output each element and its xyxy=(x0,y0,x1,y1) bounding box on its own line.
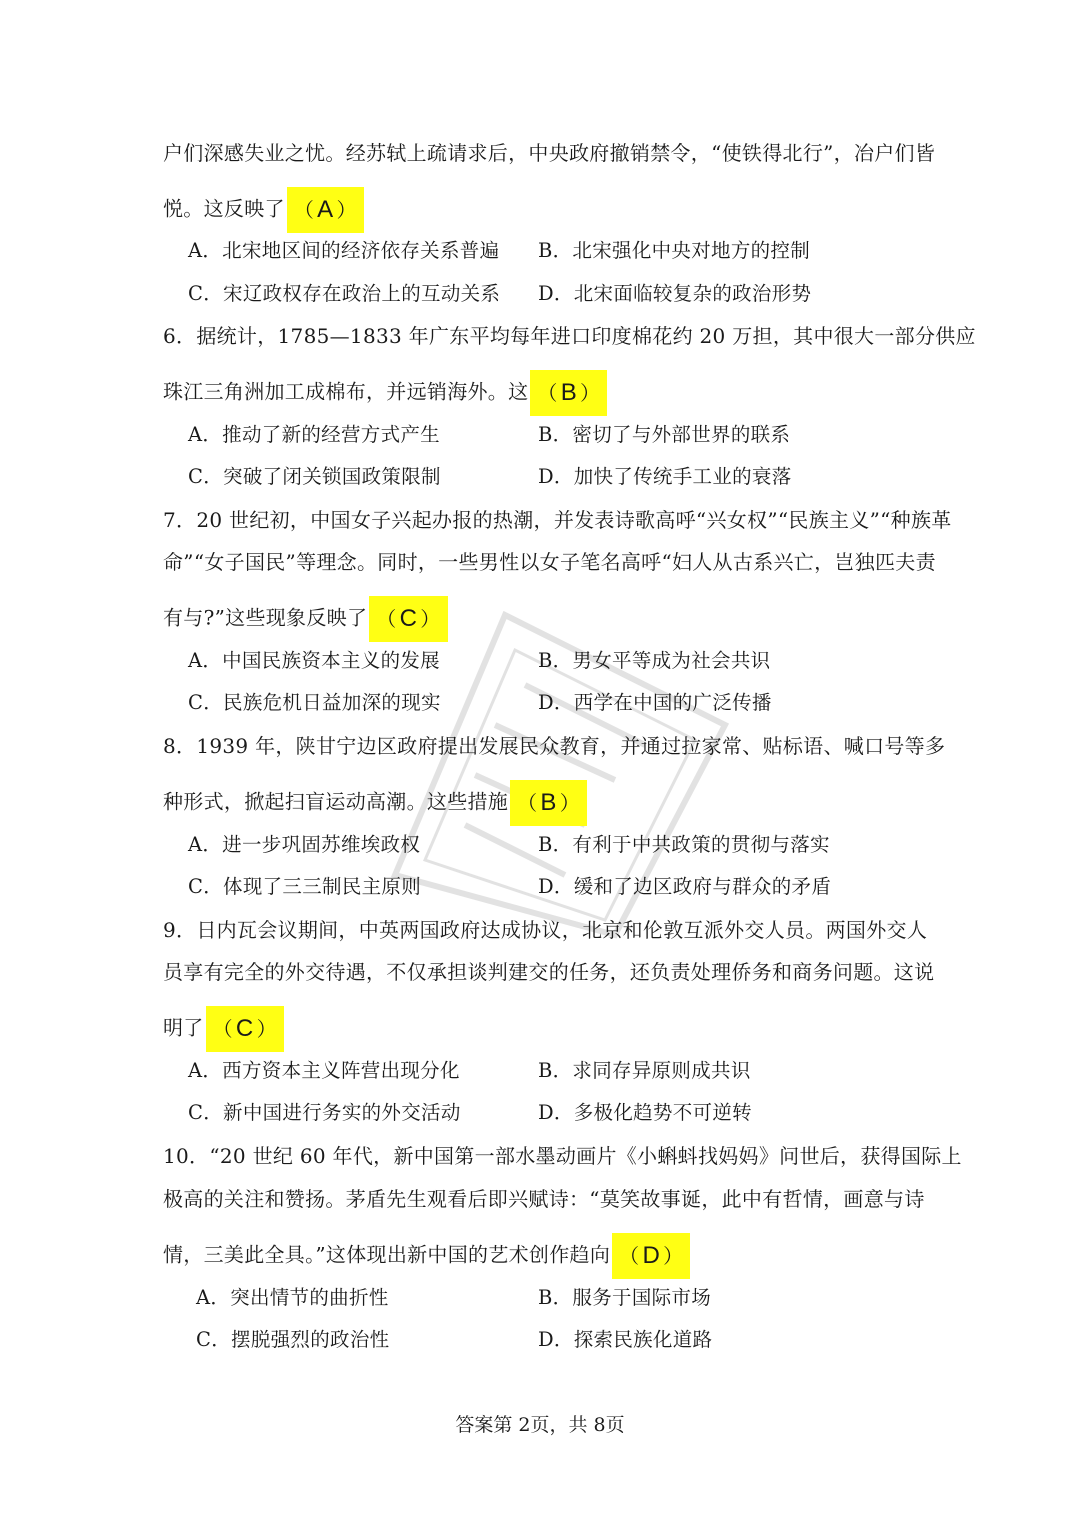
option-b: B．密切了与外部世界的联系 xyxy=(538,423,791,446)
answer-highlight: （ C ） xyxy=(369,596,447,642)
question-6-text: 6．据统计，1785—1833 年广东平均每年进口印度棉花约 20 万担，其中很大一部分供应 xyxy=(163,324,976,348)
option-a: A．推动了新的经营方式产生 xyxy=(188,423,440,446)
page-footer: 答案第 2页，共 8页 xyxy=(455,1414,625,1436)
question-text-line: 明了 （ C ） xyxy=(163,1006,923,1052)
option-d: D．北宋面临较复杂的政治形势 xyxy=(538,282,812,305)
question-9-text: 9．日内瓦会议期间，中英两国政府达成协议，北京和伦敦互派外交人员。两国外交人 xyxy=(163,918,928,942)
option-b: B．服务于国际市场 xyxy=(538,1286,712,1309)
question-text-line: 有与?”这些现象反映了 （ C ） xyxy=(163,596,923,642)
question-7-text: 7．20 世纪初，中国女子兴起办报的热潮，并发表诗歌高呼“兴女权”“民族主义”“种族革 xyxy=(163,508,952,532)
question-text-line: 珠江三角洲加工成棉布，并远销海外。这 （ B ） xyxy=(163,370,923,416)
answer-highlight: （ B ） xyxy=(530,370,607,416)
option-c: C．民族危机日益加深的现实 xyxy=(188,691,441,714)
question-text-line: 员享有完全的外交待遇，不仅承担谈判建交的任务，还负责处理侨务和商务问题。这说 xyxy=(163,960,935,984)
option-d: D．西学在中国的广泛传播 xyxy=(538,691,772,714)
option-a: A．西方资本主义阵营出现分化 xyxy=(188,1059,460,1082)
option-d: D．加快了传统手工业的衰落 xyxy=(538,465,792,488)
option-b: B．有利于中共政策的贯彻与落实 xyxy=(538,833,830,856)
option-b: B．求同存异原则成共识 xyxy=(538,1059,751,1082)
question-text-line: 户们深感失业之忧。经苏轼上疏请求后，中央政府撤销禁令，“使铁得北行”，冶户们皆 xyxy=(163,141,936,165)
option-c: C．体现了三三制民主原则 xyxy=(188,875,422,898)
option-a: A．中国民族资本主义的发展 xyxy=(188,649,440,672)
option-c: C．突破了闭关锁国政策限制 xyxy=(188,465,441,488)
question-text-line: 极高的关注和赞扬。茅盾先生观看后即兴赋诗：“莫笑故事诞，此中有哲情，画意与诗 xyxy=(163,1187,925,1211)
answer-highlight: （ C ） xyxy=(206,1006,284,1052)
option-d: D．多极化趋势不可逆转 xyxy=(538,1101,752,1124)
option-a: A．突出情节的曲折性 xyxy=(196,1286,389,1309)
question-text-line: 情，三美此全具。”这体现出新中国的艺术创作趋向 （ D ） xyxy=(163,1233,923,1279)
option-a: A．进一步巩固苏维埃政权 xyxy=(188,833,421,856)
option-d: D．缓和了边区政府与群众的矛盾 xyxy=(538,875,832,898)
question-text-line: 命”“女子国民”等理念。同时，一些男性以女子笔名高呼“妇人从古系兴亡，岂独匹夫责 xyxy=(163,550,936,574)
option-d: D．探索民族化道路 xyxy=(538,1328,713,1351)
question-text-line: 悦。这反映了 （ A ） xyxy=(163,187,923,233)
option-b: B．男女平等成为社会共识 xyxy=(538,649,771,672)
option-c: C．宋辽政权存在政治上的互动关系 xyxy=(188,282,501,305)
answer-highlight: （ A ） xyxy=(287,187,364,233)
question-8-text: 8．1939 年，陕甘宁边区政府提出发展民众教育，并通过拉家常、贴标语、喊口号等多 xyxy=(163,734,946,758)
option-c: C．摆脱强烈的政治性 xyxy=(196,1328,390,1351)
answer-highlight: （ B ） xyxy=(510,780,587,826)
question-10-text: 10．“20 世纪 60 年代，新中国第一部水墨动画片《小蝌蚪找妈妈》问世后，获得国际上 xyxy=(163,1144,962,1168)
option-c: C．新中国进行务实的外交活动 xyxy=(188,1101,461,1124)
option-a: A．北宋地区间的经济依存关系普遍 xyxy=(188,239,500,262)
question-text-line: 种形式，掀起扫盲运动高潮。这些措施 （ B ） xyxy=(163,780,923,826)
option-b: B．北宋强化中央对地方的控制 xyxy=(538,239,811,262)
answer-highlight: （ D ） xyxy=(612,1233,690,1279)
